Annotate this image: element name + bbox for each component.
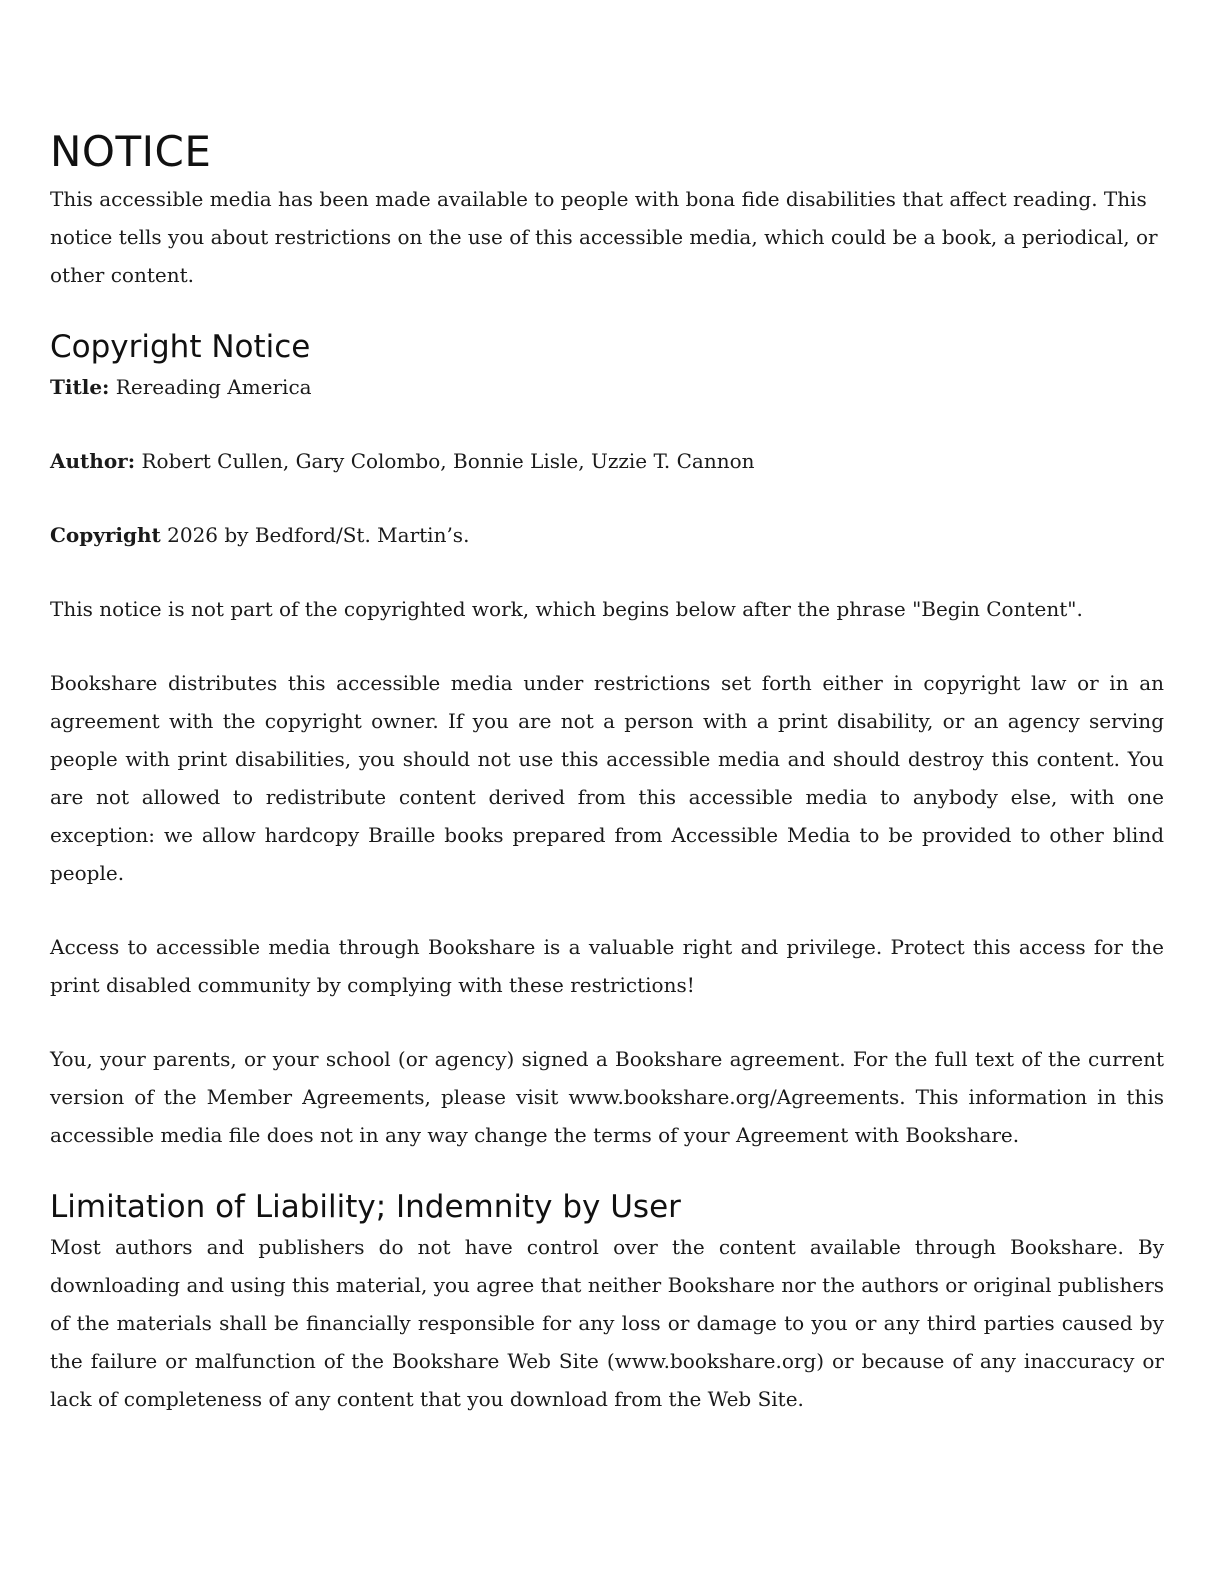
copyright-line (50, 516, 1164, 554)
agreement-paragraph: You, your parents, or your school (or agency) signed a Bookshare agreement. For the full text of the current version of the Member Agreements, please visit www.bookshare.org/Agreements. This information in this accessible media file does not in any way change the terms of your Agreement with Bookshare. (50, 1047, 1164, 1147)
copyright-label: Copyright (50, 523, 161, 547)
title-label: Title: (50, 375, 110, 399)
author-value: Robert Cullen, Gary Colombo, Bonnie Lisle, Uzzie T. Cannon (141, 449, 755, 473)
copyright-notice-heading: Copyright Notice (50, 329, 311, 365)
notice-intro-paragraph: This accessible media has been made available to people with bona fide disabilities that affect reading. This notice tells you about restrictions on the use of this accessible media, which could be a book, a periodical, or other content. (50, 187, 1158, 287)
liability-heading: Limitation of Liability; Indemnity by User (50, 1189, 681, 1225)
copyright-value: 2026 by Bedford/St. Martin’s. (167, 523, 470, 547)
liability-paragraph: Most authors and publishers do not have control over the content available through Bookshare. By downloading and using this material, you agree that neither Bookshare nor the authors or original publishers of the materials shall be financially responsible for any loss or damage to you or any third parties caused by the failure or malfunction of the Bookshare Web Site (www.bookshare.org) or because of any inaccuracy or lack of completeness of any content that you download from the Web Site. (50, 1235, 1165, 1411)
document-page (50, 128, 1164, 1418)
title-line (50, 368, 1164, 406)
not-part-paragraph: This notice is not part of the copyrighted work, which begins below after the phrase "Begin Content". (50, 597, 1083, 621)
access-paragraph: Access to accessible media through Bookshare is a valuable right and privilege. Protect this access for the print disabled community by complying with these restrictions! (50, 935, 1164, 997)
title-value: Rereading America (115, 375, 312, 399)
author-label: Author: (50, 449, 136, 473)
distribution-paragraph: Bookshare distributes this accessible media under restrictions set forth either in copyright law or in an agreement with the copyright owner. If you are not a person with a print disability, or an agency serving people with print disabilities, you should not use this accessible media and should destroy this content. You are not allowed to redistribute content derived from this accessible media to anybody else, with one exception: we allow hardcopy Braille books prepared from Accessible Media to be provided to other blind people. (50, 671, 1164, 885)
author-line (50, 442, 1164, 480)
notice-heading: NOTICE (50, 127, 212, 176)
